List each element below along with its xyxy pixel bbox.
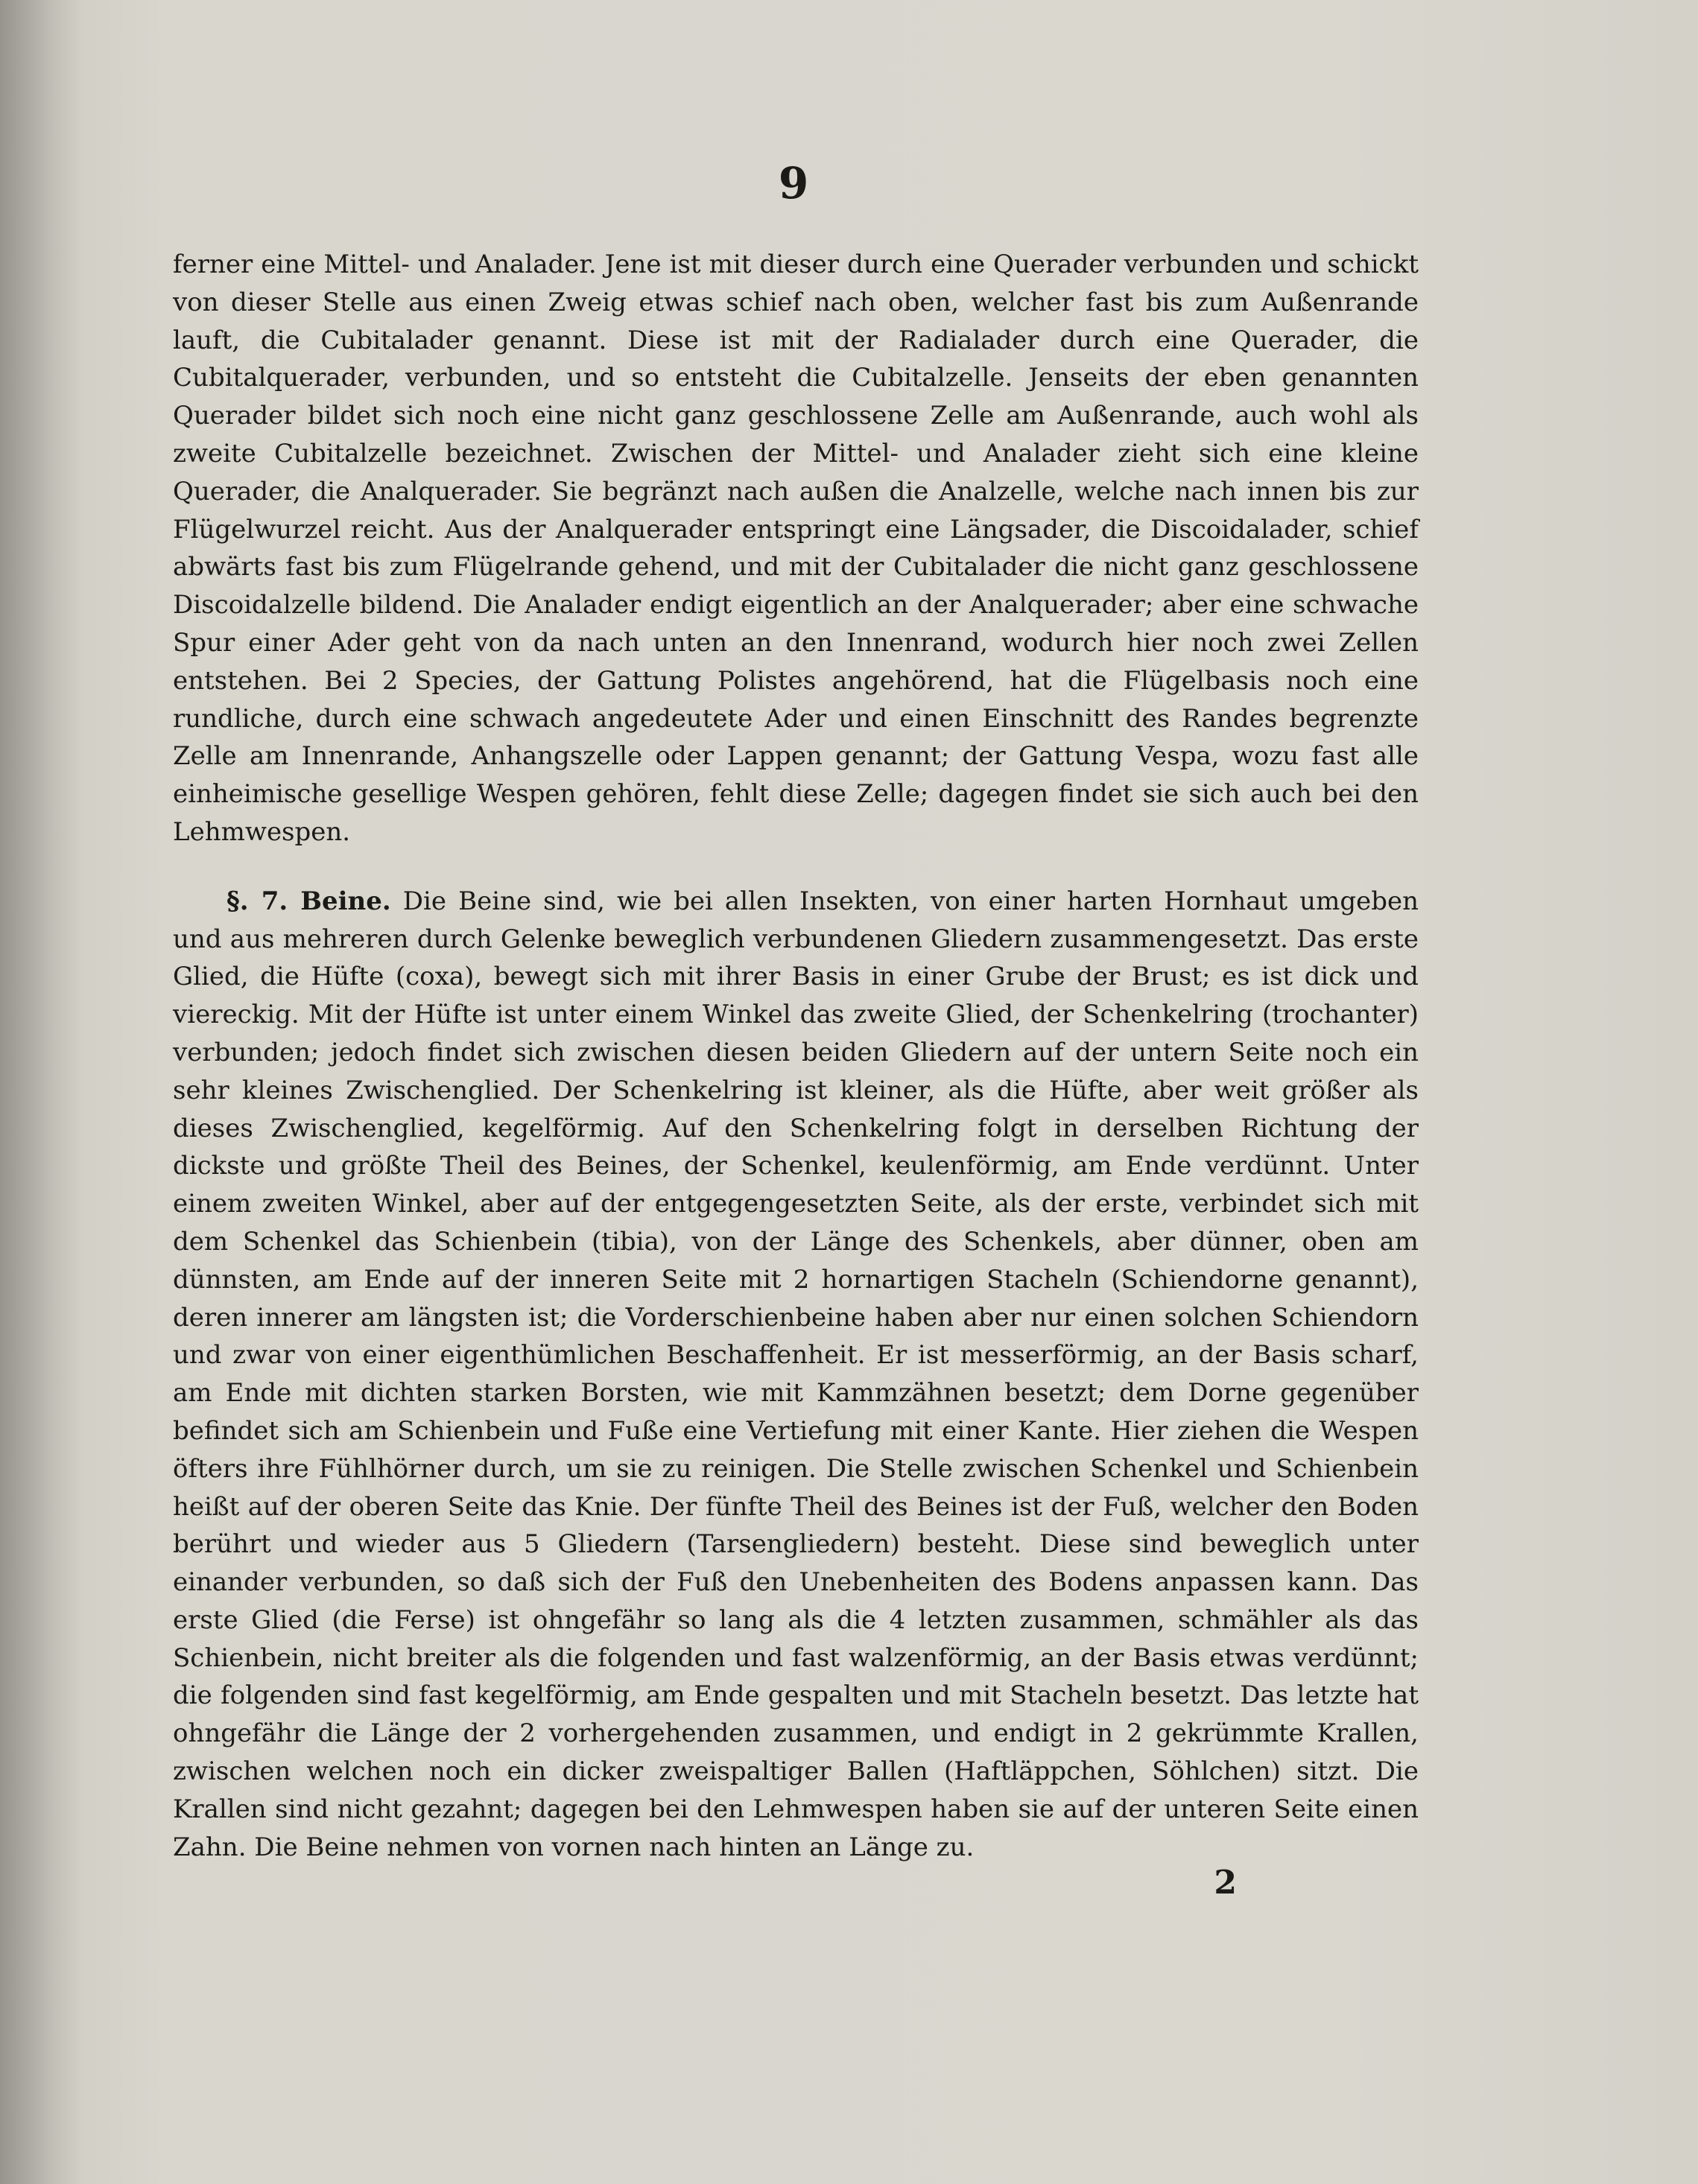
- paragraph-gap: [173, 851, 1419, 883]
- page-number: 9: [778, 158, 809, 209]
- gutter-shadow: [0, 0, 82, 2184]
- body-text: [173, 246, 1419, 1866]
- signature-mark: 2: [1214, 1864, 1237, 1902]
- paragraph-section-7: [173, 883, 1419, 1867]
- section-7-text: Die Beine sind, wie bei allen Insekten, von einer harten Hornhaut umgeben und aus mehreren durch Gelenke beweglich verbundenen Gliedern zusammengesetzt. Das erste Glied, die Hüfte (coxa), bewegt sich mit ihrer Basis in einer Grube der Brust; es ist dick und viereckig. Mit der Hüfte ist unter einem Winkel das zweite Glied, der Schenkelring (trochanter) verbunden; jedoch findet sich zwischen diesen beiden Gliedern auf der untern Seite noch ein sehr kleines Zwischenglied. Der Schenkelring ist kleiner, als die Hüfte, aber weit größer als dieses Zwischenglied, kegelförmig. Auf den Schenkelring folgt in derselben Richtung der dickste und größte Theil des Beines, der Schenkel, keulenförmig, am Ende verdünnt. Unter einem zweiten Winkel, aber auf der entgegengesetzten Seite, als der erste, verbindet sich mit dem Schenkel das Schienbein (tibia), von der Länge des Schenkels, aber dünner, oben am dünnsten, am Ende auf der inneren Seite mit 2 hornartigen Stacheln (Schiendorne genannt), deren innerer am längsten ist; die Vorderschienbeine haben aber nur einen solchen Schiendorn und zwar von einer eigenthümlichen Beschaffenheit. Er ist messerförmig, an der Basis scharf, am Ende mit dichten starken Borsten, wie mit Kammzähnen besetzt; dem Dorne gegenüber befindet sich am Schienbein und Fuße eine Vertiefung mit einer Kante. Hier ziehen die Wespen öfters ihre Fühlhörner durch, um sie zu reinigen. Die Stelle zwischen Schenkel und Schienbein heißt auf der oberen Seite das Knie. Der fünfte Theil des Beines ist der Fuß, welcher den Boden berührt und wieder aus 5 Gliedern (Tarsengliedern) besteht. Diese sind beweglich unter einander verbunden, so daß sich der Fuß den Unebenheiten des Bodens anpassen kann. Das erste Glied (die Ferse) ist ohngefähr so lang als die 4 letzten zusammen, schmähler als das Schienbein, nicht breiter als die folgenden und fast walzenförmig, an der Basis etwas verdünnt; die folgenden sind fast kegelförmig, am Ende gespalten und mit Stacheln besetzt. Das letzte hat ohngefähr die Länge der 2 vorhergehenden zusammen, und endigt in 2 gekrümmte Krallen, zwischen welchen noch ein dicker zweispaltiger Ballen (Haftläppchen, Söhlchen) sitzt. Die Krallen sind nicht gezahnt; dagegen bei den Lehmwespen haben sie auf der unteren Seite einen Zahn. Die Beine nehmen von vornen nach hinten an Länge zu.: [173, 886, 1419, 1862]
- section-heading: §. 7. Beine.: [226, 886, 391, 916]
- paragraph-wing-veins: ferner eine Mittel- und Analader. Jene ist mit dieser durch eine Querader verbunden und schickt von dieser Stelle aus einen Zweig etwas schief nach oben, welcher fast bis zum Außenrande lauft, die Cubitalader genannt. Diese ist mit der Radialader durch eine Querader, die Cubitalquerader, verbunden, und so entsteht die Cubitalzelle. Jenseits der eben genannten Querader bildet sich noch eine nicht ganz geschlossene Zelle am Außenrande, auch wohl als zweite Cubitalzelle bezeichnet. Zwischen der Mittel- und Analader zieht sich eine kleine Querader, die Analquerader. Sie begränzt nach außen die Analzelle, welche nach innen bis zur Flügelwurzel reicht. Aus der Analquerader entspringt eine Längsader, die Discoidalader, schief abwärts fast bis zum Flügelrande gehend, und mit der Cubitalader die nicht ganz geschlossene Discoidalzelle bildend. Die Analader endigt eigentlich an der Analquerader; aber eine schwache Spur einer Ader geht von da nach unten an den Innenrand, wodurch hier noch zwei Zellen entstehen. Bei 2 Species, der Gattung Polistes angehörend, hat die Flügelbasis noch eine rundliche, durch eine schwach angedeutete Ader und einen Einschnitt des Randes begrenzte Zelle am Innenrande, Anhangszelle oder Lappen genannt; der Gattung Vespa, wozu fast alle einheimische gesellige Wespen gehören, fehlt diese Zelle; dagegen findet sie sich auch bei den Lehmwespen.: [173, 250, 1419, 847]
